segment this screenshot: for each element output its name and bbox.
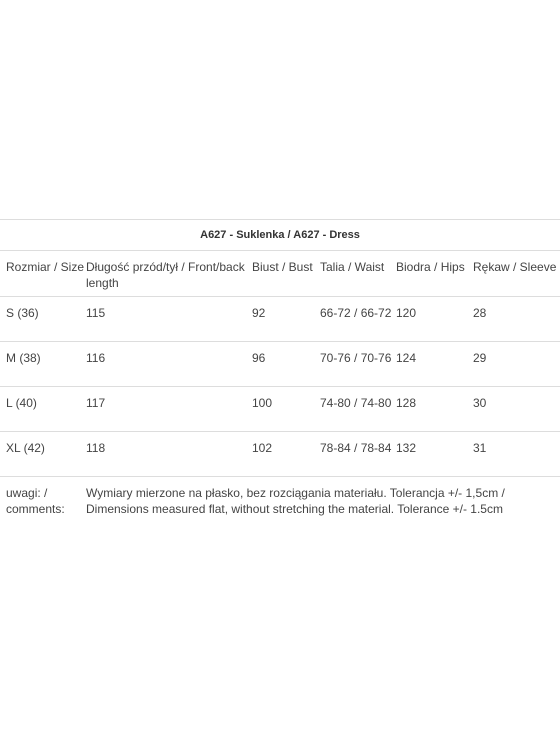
size-chart-table (0, 219, 560, 521)
cell-hips: 132 (396, 432, 473, 477)
notes-text: Wymiary mierzone na płasko, bez rozciągania materiału. Tolerancja +/- 1,5cm / Dimensions measured flat, without stretching the material. Tolerance +/- 1.5cm (86, 486, 505, 516)
cell-size: XL (42) (0, 432, 86, 477)
cell-waist: 66-72 / 66-72 (320, 297, 396, 342)
cell-waist: 78-84 / 78-84 (320, 432, 396, 477)
notes-label: uwagi: / comments: (6, 486, 65, 516)
cell-waist: 74-80 / 74-80 (320, 387, 396, 432)
cell-bust: 100 (252, 387, 320, 432)
cell-bust: 92 (252, 297, 320, 342)
header-hips: Biodra / Hips (396, 251, 473, 297)
cell-hips: 124 (396, 342, 473, 387)
cell-sleeve: 31 (473, 432, 560, 477)
header-length: Długość przód/tył / Front/back length (86, 251, 252, 297)
cell-sleeve: 30 (473, 387, 560, 432)
notes-row (0, 477, 560, 521)
header-size: Rozmiar / Size (0, 251, 86, 297)
cell-size: M (38) (0, 342, 86, 387)
table-row (0, 432, 560, 477)
table-row (0, 297, 560, 342)
header-waist: Talia / Waist (320, 251, 396, 297)
cell-hips: 120 (396, 297, 473, 342)
cell-bust: 102 (252, 432, 320, 477)
table-row (0, 387, 560, 432)
cell-size: S (36) (0, 297, 86, 342)
header-sleeve: Rękaw / Sleeve (473, 251, 560, 297)
cell-length: 115 (86, 297, 252, 342)
cell-bust: 96 (252, 342, 320, 387)
cell-length: 118 (86, 432, 252, 477)
cell-hips: 128 (396, 387, 473, 432)
table-row (0, 342, 560, 387)
cell-length: 117 (86, 387, 252, 432)
header-bust: Biust / Bust (252, 251, 320, 297)
cell-sleeve: 28 (473, 297, 560, 342)
table-title: A627 - Suklenka / A627 - Dress (0, 220, 560, 251)
cell-sleeve: 29 (473, 342, 560, 387)
cell-length: 116 (86, 342, 252, 387)
table-title-row (0, 220, 560, 251)
table-header-row (0, 251, 560, 297)
cell-size: L (40) (0, 387, 86, 432)
cell-waist: 70-76 / 70-76 (320, 342, 396, 387)
